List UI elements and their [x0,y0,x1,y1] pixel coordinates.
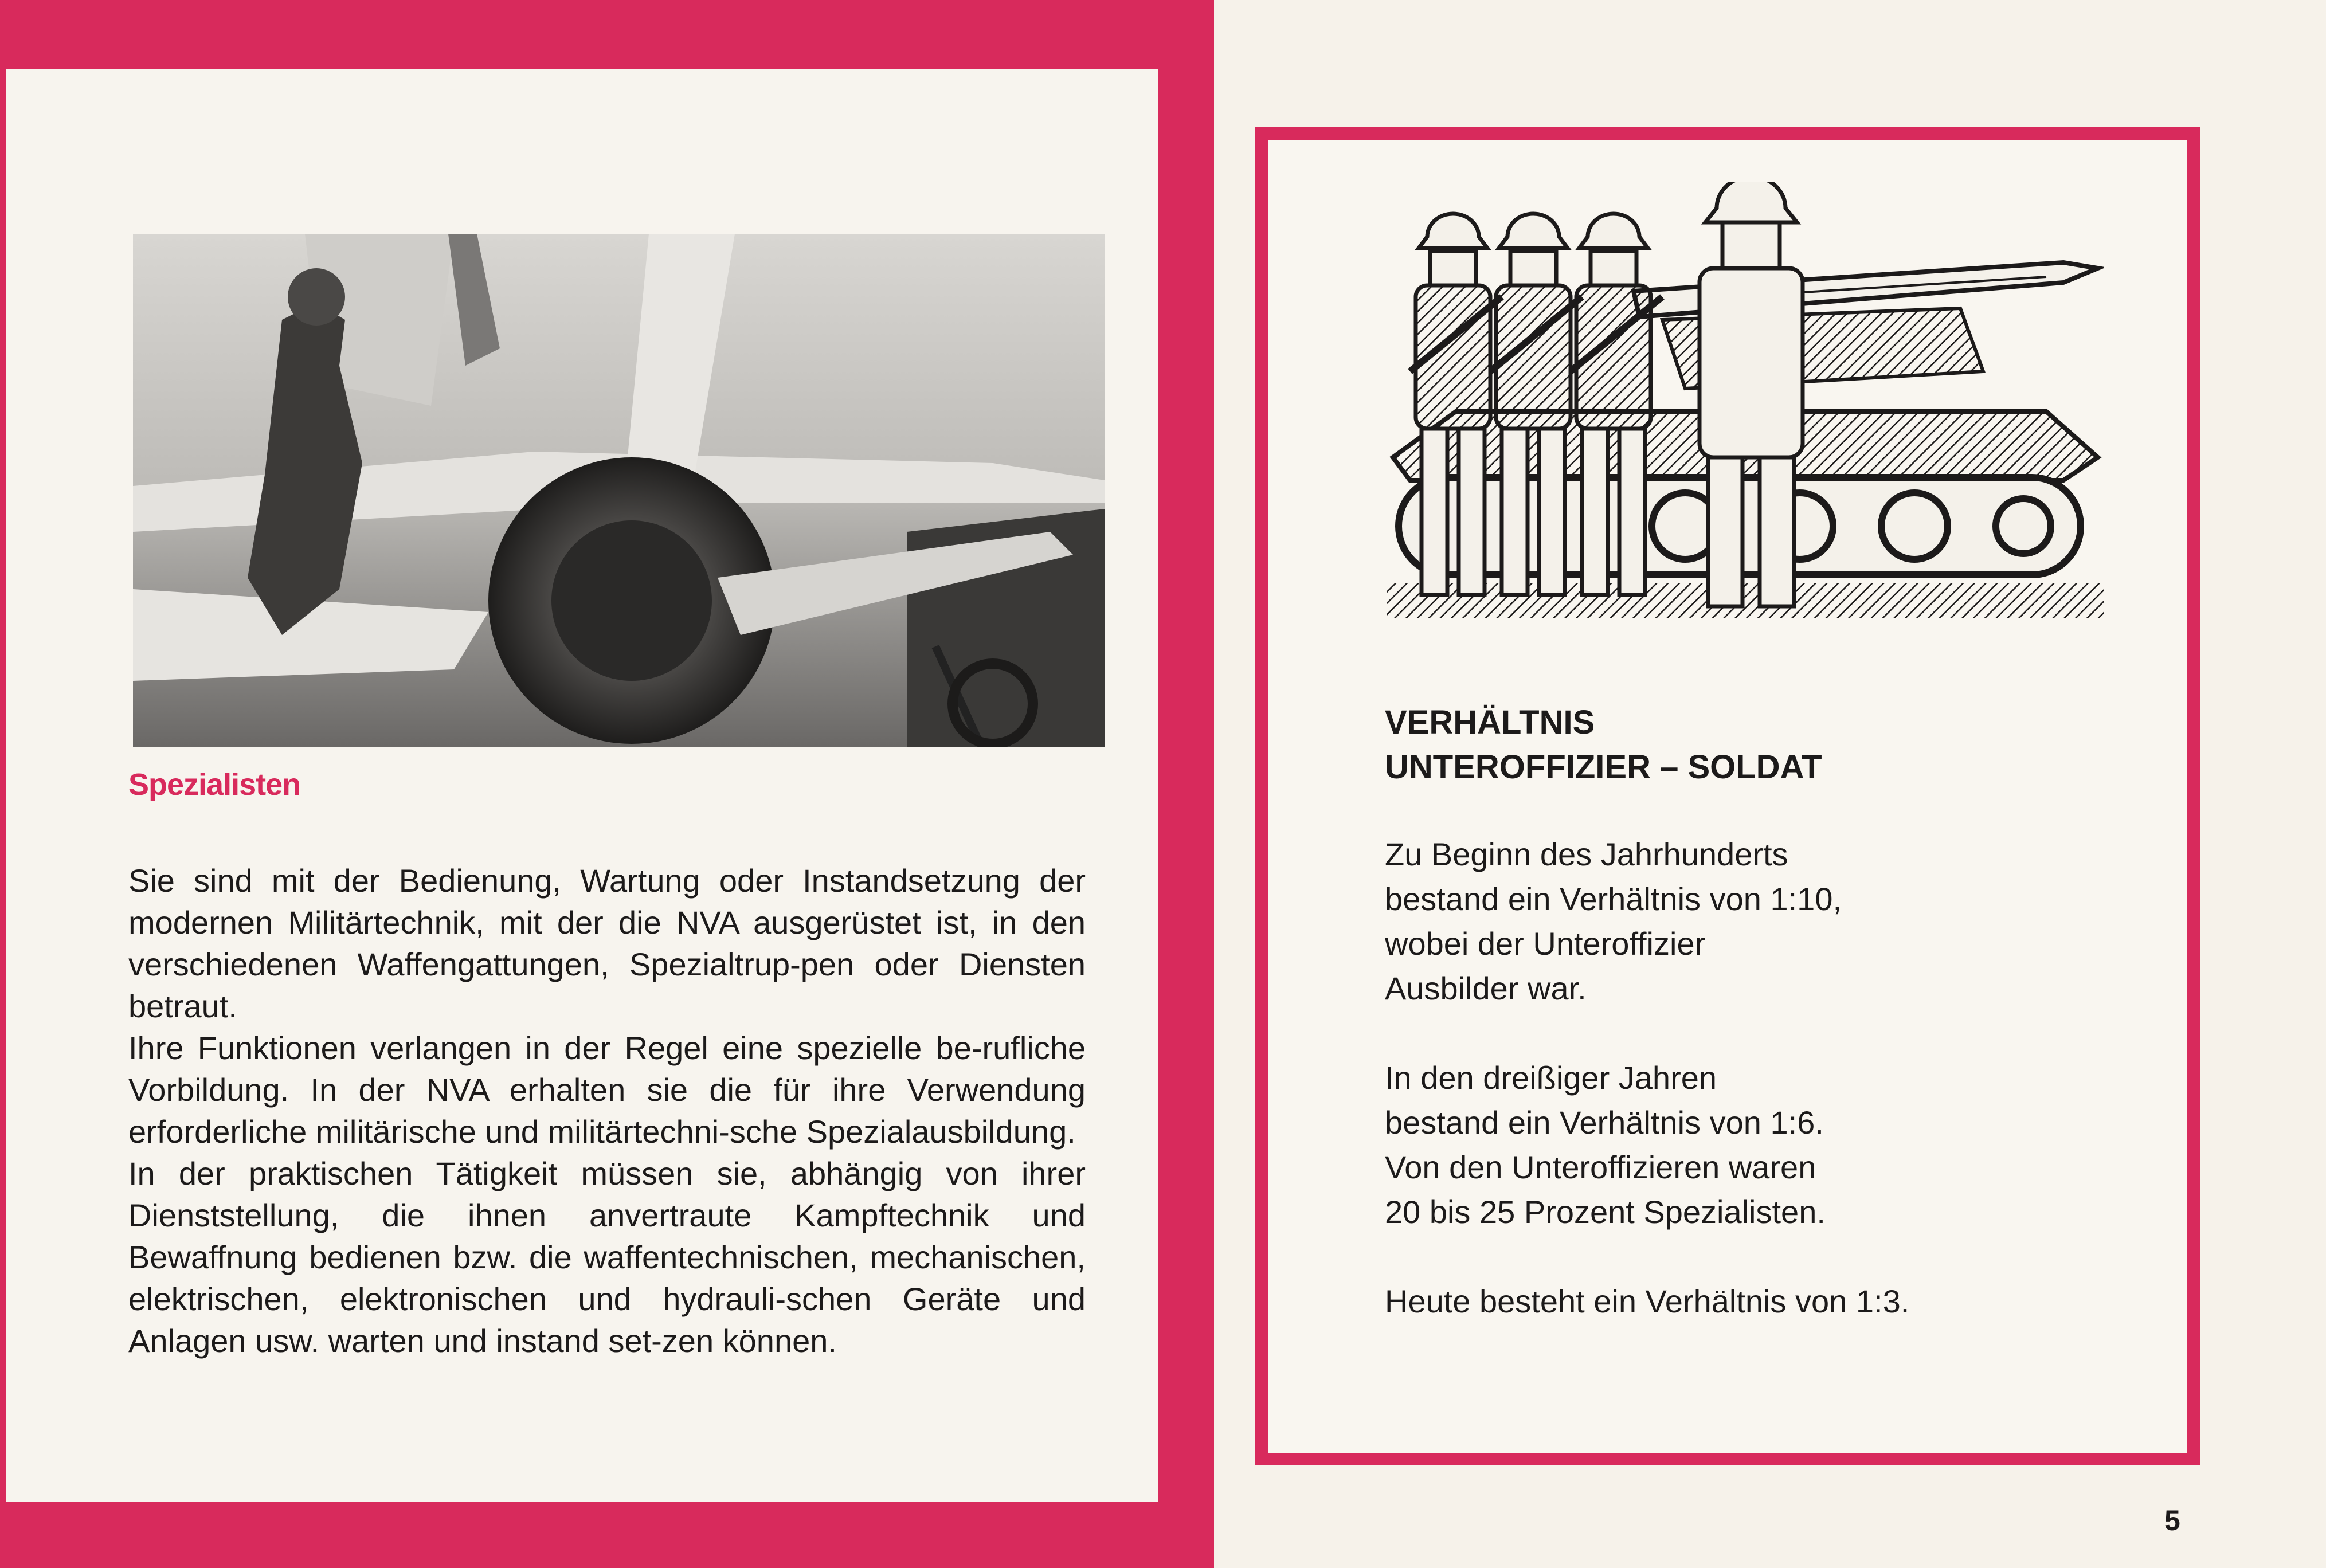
text-line: bestand ein Verhältnis von 1:6. [1385,1104,1824,1140]
text-line: 20 bis 25 Prozent Spezialisten. [1385,1194,1826,1230]
text-line: Von den Unteroffizieren waren [1385,1149,1816,1185]
text-line: Heute besteht ein Verhältnis von 1:3. [1385,1283,1910,1319]
ratio-paragraph-today [1385,1279,2130,1324]
text-line: bestand ein Verhältnis von 1:10, [1385,881,1842,917]
text-line: Zu Beginn des Jahrhunderts [1385,836,1788,872]
ratio-paragraph-1900 [1385,832,2130,1011]
left-paragraph: Sie sind mit der Bedienung, Wartung oder Instandsetzung der modernen Militärtechnik, mit der die NVA ausgerüstet ist, in den verschiedenen Waffengattungen, Spezialtrup-pen oder Diensten betraut. [128,863,1086,1024]
ratio-heading-line: VERHÄLTNIS [1385,704,1595,741]
ratio-paragraph-1930s [1385,1056,2130,1234]
text-line: Ausbilder war. [1385,970,1587,1006]
left-body-text [128,860,1086,1362]
right-body-text [1385,832,2130,1369]
ratio-heading [1385,700,1822,790]
soldiers-missile-launcher-illustration [1387,182,2104,626]
aircraft-maintenance-photo [133,234,1105,747]
left-paragraph: Ihre Funktionen verlangen in der Regel eine spezielle be-rufliche Vorbildung. In der NVA erhalten sie die für ihre Verwendung erforderliche militärische und militärtechni-sche Spezialausbildung. [128,1030,1086,1150]
section-heading-spezialisten: Spezialisten [128,767,301,802]
left-paragraph: In der praktischen Tätigkeit müssen sie, abhängig von ihrer Dienststellung, die ihnen anvertraute Kampftechnik und Bewaffnung bedienen bzw. die waffentechnischen, mechanischen, elektrischen, elektronischen und hydrauli-schen Geräte und Anlagen usw. warten und instand set-zen können. [128,1155,1086,1359]
text-line: wobei der Unteroffizier [1385,926,1706,962]
ratio-heading-line: UNTEROFFIZIER – SOLDAT [1385,748,1822,786]
page-number: 5 [2164,1504,2180,1536]
text-line: In den dreißiger Jahren [1385,1060,1717,1096]
